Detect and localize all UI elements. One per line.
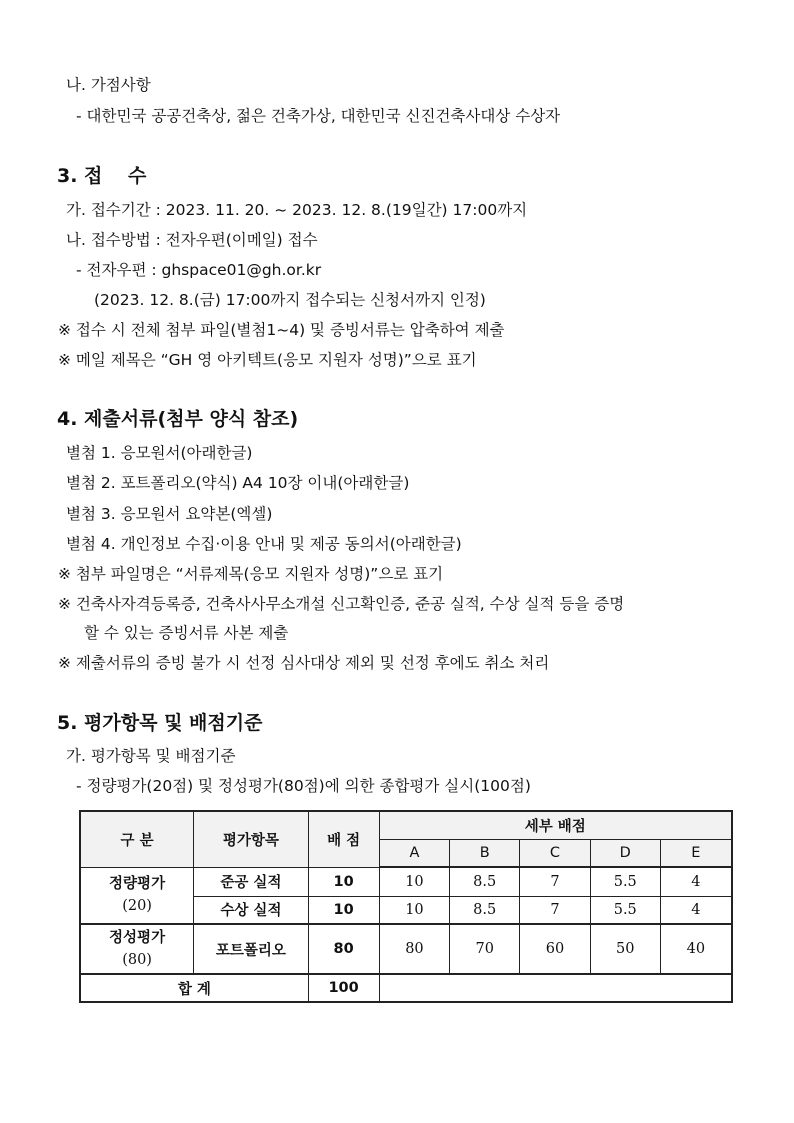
receipt-note-compress: ※ 접수 시 전체 첨부 파일(별첨1~4) 및 증빙서류는 압축하여 제출 [58, 321, 505, 339]
score-awards: 10 [308, 896, 379, 924]
evaluation-heading: 가. 평가항목 및 배점기준 [66, 747, 236, 765]
table-cell: 60 [520, 924, 591, 974]
item-portfolio: 포트폴리오 [194, 924, 309, 974]
table-cell: 7 [520, 896, 591, 924]
total-label: 합 계 [80, 974, 308, 1002]
attachment-3: 별첨 3. 응모원서 요약본(엑셀) [66, 505, 273, 523]
qualitative-category [80, 924, 194, 974]
table-cell: 50 [590, 924, 660, 974]
table-cell: 70 [450, 924, 520, 974]
note-cancellation: ※ 제출서류의 증빙 불가 시 선정 심사대상 제외 및 선정 후에도 취소 처리 [58, 654, 550, 672]
quantitative-category [80, 867, 194, 924]
header-division: 구 분 [80, 811, 194, 867]
grade-d: D [590, 839, 660, 867]
table-cell: 40 [660, 924, 732, 974]
item-awards: 수상 실적 [194, 896, 309, 924]
receipt-email: - 전자우편 : ghspace01@gh.or.kr [76, 261, 322, 279]
grade-c: C [520, 839, 591, 867]
score-completion: 10 [308, 867, 379, 896]
receipt-note-subject: ※ 메일 제목은 “GH 영 아키텍트(응모 지원자 성명)”으로 표기 [58, 351, 477, 369]
quantitative-points: (20) [122, 898, 152, 915]
table-cell: 5.5 [590, 867, 660, 896]
attachment-2: 별첨 2. 포트폴리오(약식) A4 10장 이내(아래한글) [66, 474, 410, 492]
attachment-1: 별첨 1. 응모원서(아래한글) [66, 444, 253, 462]
attachment-4: 별첨 4. 개인정보 수집·이용 안내 및 제공 동의서(아래한글) [66, 535, 462, 553]
item-completion: 준공 실적 [194, 867, 309, 896]
receipt-period: 가. 접수기간 : 2023. 11. 20. ~ 2023. 12. 8.(19일간) 17:00까지 [66, 201, 528, 219]
table-cell: 4 [660, 867, 732, 896]
section-5-title: 5. 평가항목 및 배점기준 [57, 712, 263, 734]
qualitative-points: (80) [122, 952, 152, 968]
table-cell: 4 [660, 896, 732, 924]
qualitative-label: 정성평가 [109, 930, 166, 946]
header-score: 배 점 [308, 811, 379, 867]
table-cell: 8.5 [450, 867, 520, 896]
table-cell: 5.5 [590, 896, 660, 924]
section-4-title: 4. 제출서류(첨부 양식 참조) [57, 408, 299, 430]
section-3-title: 3. 접 수 [57, 165, 147, 187]
table-cell: 10 [379, 896, 450, 924]
evaluation-summary: - 정량평가(20점) 및 정성평가(80점)에 의한 종합평가 실시(100점) [76, 777, 531, 795]
header-item: 평가항목 [194, 811, 309, 867]
total-score: 100 [308, 974, 379, 1002]
table-cell: 7 [520, 867, 591, 896]
receipt-deadline-note: (2023. 12. 8.(금) 17:00까지 접수되는 신청서까지 인정) [94, 291, 486, 309]
table-cell: 8.5 [450, 896, 520, 924]
score-portfolio: 80 [308, 924, 379, 974]
note-proof-docs-cont: 할 수 있는 증빙서류 사본 제출 [84, 624, 289, 642]
bonus-heading: 나. 가점사항 [66, 76, 151, 94]
note-filename: ※ 첨부 파일명은 “서류제목(응모 지원자 성명)”으로 표기 [58, 565, 444, 583]
quantitative-label: 정량평가 [109, 876, 166, 893]
table-cell: 10 [379, 867, 450, 896]
table-cell: 80 [379, 924, 450, 974]
grade-e: E [660, 839, 732, 867]
scoring-table [79, 810, 733, 1003]
note-proof-docs: ※ 건축사자격등록증, 건축사사무소개설 신고확인증, 준공 실적, 수상 실적 등을 증명 [58, 595, 625, 613]
total-empty [379, 974, 732, 1002]
receipt-method: 나. 접수방법 : 전자우편(이메일) 접수 [66, 231, 318, 249]
header-detail: 세부 배점 [379, 811, 732, 839]
bonus-item: - 대한민국 공공건축상, 젊은 건축가상, 대한민국 신진건축사대상 수상자 [76, 107, 561, 125]
grade-a: A [379, 839, 450, 867]
grade-b: B [450, 839, 520, 867]
